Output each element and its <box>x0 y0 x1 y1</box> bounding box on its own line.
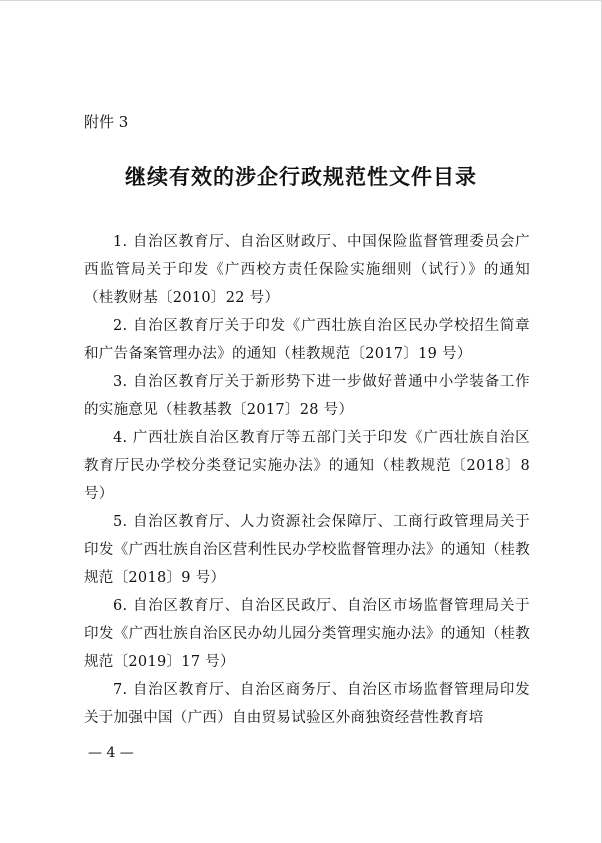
list-item-3: 3. 自治区教育厅关于新形势下进一步做好普通中小学装备工作的实施意见（桂教基教〔2017〕28 号） <box>84 374 530 418</box>
page-title: 继续有效的涉企行政规范性文件目录 <box>125 164 477 189</box>
document-body <box>84 228 530 732</box>
page-border-top <box>0 0 602 1</box>
attachment-label: 附件 3 <box>84 113 129 131</box>
list-item-1: 1. 自治区教育厅、自治区财政厅、中国保险监督管理委员会广西监管局关于印发《广西校方责任保险实施细则（试行）》的通知（桂教财基〔2010〕22 号） <box>84 234 530 306</box>
list-item-5: 5. 自治区教育厅、人力资源社会保障厅、工商行政管理局关于印发《广西壮族自治区营利性民办学校监督管理办法》的通知（桂教规范〔2018〕9 号） <box>84 514 530 586</box>
list-item-2: 2. 自治区教育厅关于印发《广西壮族自治区民办学校招生简章和广告备案管理办法》的通知（桂教规范〔2017〕19 号） <box>84 318 530 362</box>
page-number: — 4 — <box>88 745 134 761</box>
list-item-6: 6. 自治区教育厅、自治区民政厅、自治区市场监督管理局关于印发《广西壮族自治区民办幼儿园分类管理实施办法》的通知（桂教规范〔2019〕17 号） <box>84 598 530 670</box>
list-item-4: 4. 广西壮族自治区教育厅等五部门关于印发《广西壮族自治区教育厅民办学校分类登记实施办法》的通知（桂教规范〔2018〕8 号） <box>84 430 530 502</box>
list-item-7: 7. 自治区教育厅、自治区商务厅、自治区市场监督管理局印发关于加强中国（广西）自由贸易试验区外商独资经营性教育培 <box>84 682 530 726</box>
